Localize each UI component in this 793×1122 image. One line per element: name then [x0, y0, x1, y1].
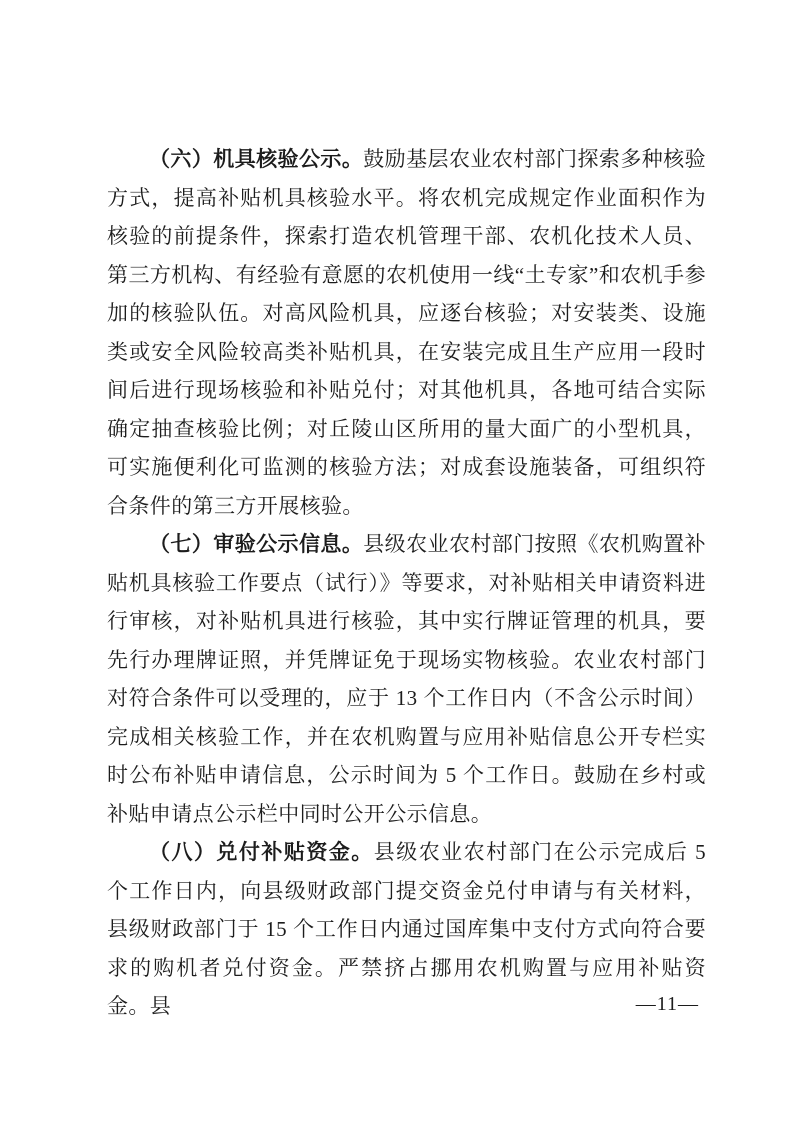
section-heading-8: （八）兑付补贴资金。 — [149, 840, 374, 864]
page-number: —11— — [635, 993, 699, 1015]
section-body-6: 鼓励基层农业农村部门探索多种核验方式，提高补贴机具核验水平。将农机完成规定作业面积作为核验的前提条件，探索打造农机管理干部、农机化技术人员、第三方机构、有经验有意愿的农机使用一线“土专家”和农机手参加的核验队伍。对高风险机具，应逐台核验；对安装类、设施类或安全风险较高类补贴机具，在安装完成且生产应用一段时间后进行现场核验和补贴兑付；对其他机具，各地可结合实际确定抽查核验比例；对丘陵山区所用的量大面广的小型机具，可实施便利化可监测的核验方法；对成套设施装备，可组织符合条件的第三方开展核验。 — [107, 147, 707, 518]
section-body-7: 县级农业农村部门按照《农机购置补贴机具核验工作要点（试行）》等要求，对补贴相关申请资料进行审核，对补贴机具进行核验，其中实行牌证管理的机具，要先行办理牌证照，并凭牌证免于现场实物核验。农业农村部门对符合条件可以受理的，应于 13 个工作日内（不含公示时间）完成相关核验工作，并在农机购置与应用补贴信息公开专栏实时公布补贴申请信息，公示时间为 5 个工作日。鼓励在乡村或补贴申请点公示栏中同时公开公示信息。 — [107, 532, 707, 826]
document-body — [107, 140, 706, 1026]
section-paragraph-6 — [107, 140, 706, 525]
section-body-8: 县级农业农村部门在公示完成后 5 个工作日内，向县级财政部门提交资金兑付申请与有关材料，县级财政部门于 15 个工作日内通过国库集中支付方式向符合要求的购机者兑付资金。严禁挤占挪用农机购置与应用补贴资金。县 — [107, 840, 707, 1018]
section-heading-6: （六）机具核验公示。 — [149, 147, 364, 171]
section-paragraph-7 — [107, 525, 706, 833]
section-heading-7: （七）审验公示信息。 — [149, 532, 364, 556]
